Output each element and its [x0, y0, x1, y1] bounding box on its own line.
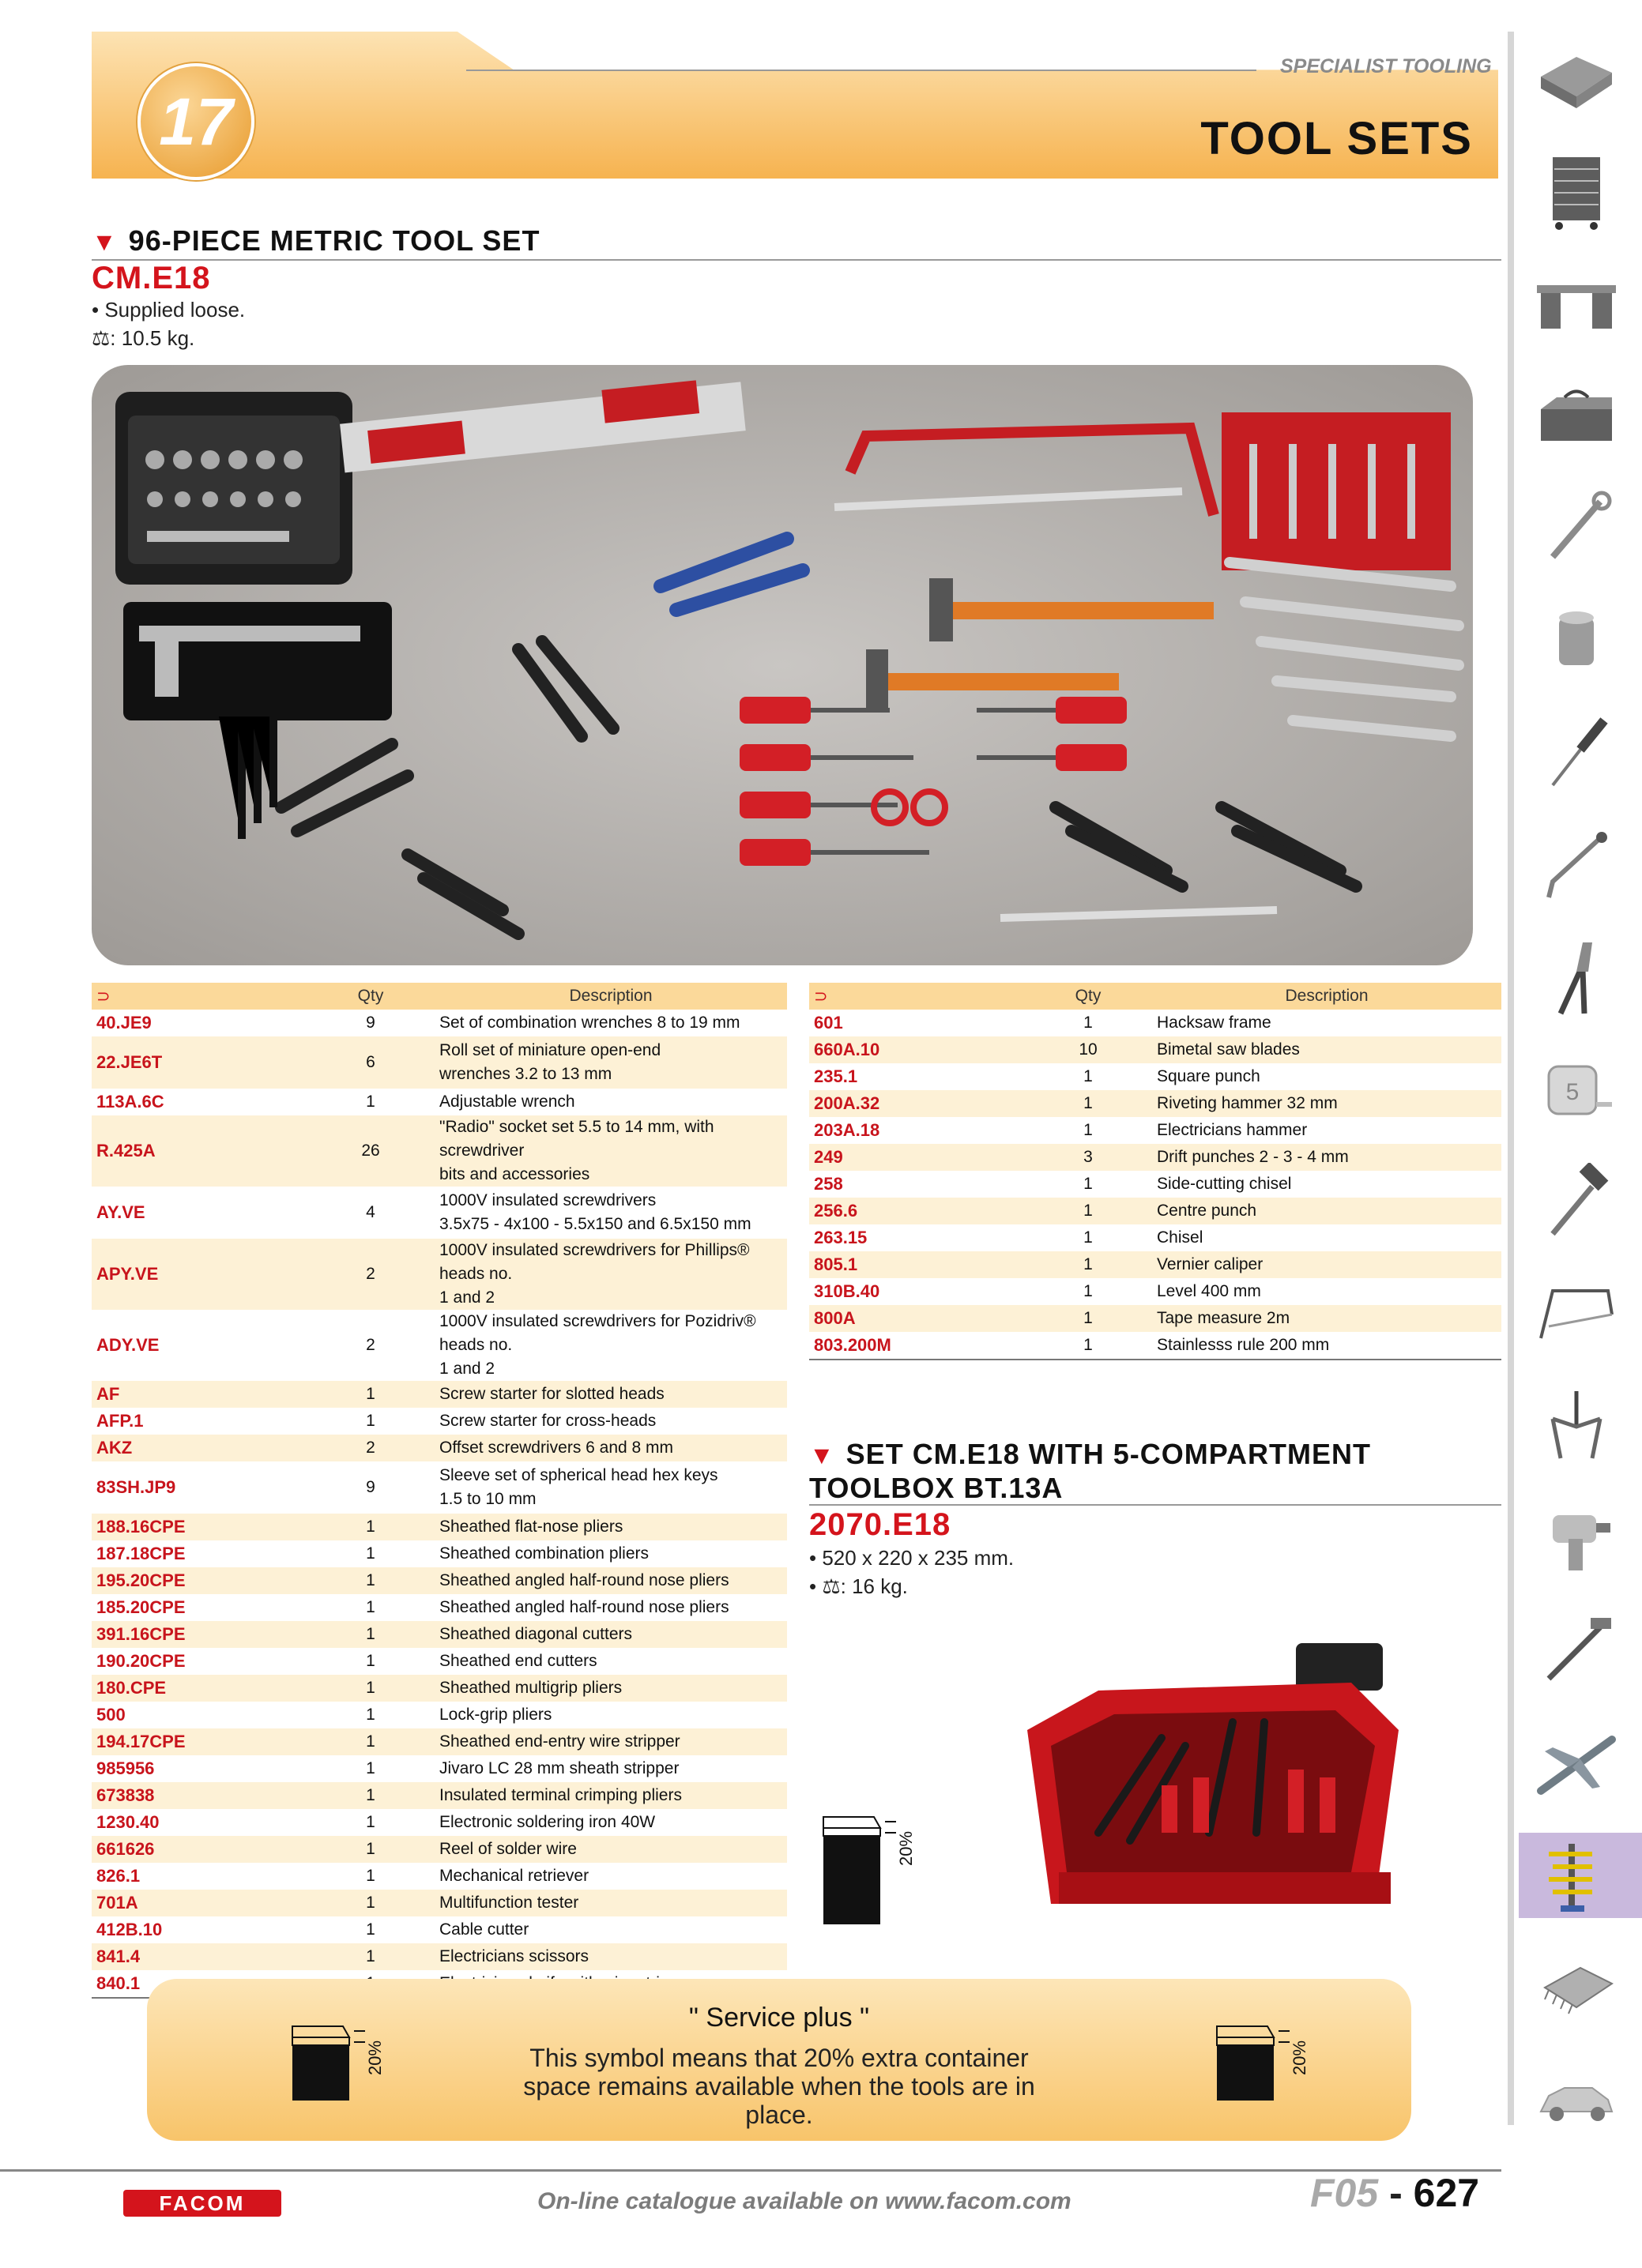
product-reference: 22.JE6T — [92, 1036, 307, 1089]
product-reference: 188.16CPE — [92, 1514, 307, 1540]
product-description: Adjustable wrench — [439, 1093, 575, 1111]
product-description: Sleeve set of spherical head hex keys 1.5 to 10 mm — [439, 1466, 718, 1508]
chapter-badge: 17 — [137, 63, 254, 180]
product-reference: R.425A — [92, 1115, 307, 1187]
red-triangle-marker: ▼ — [809, 1441, 835, 1469]
product-description: Stainlesss rule 200 mm — [1152, 1332, 1501, 1360]
table-row — [92, 1782, 787, 1809]
table-row — [92, 1728, 787, 1755]
product-reference: 660A.10 — [809, 1036, 1024, 1063]
set2-dimensions: • 520 x 220 x 235 mm. — [809, 1546, 1015, 1570]
page-number-value: 627 — [1413, 2171, 1480, 2215]
product-description: Sheathed end-entry wire stripper — [435, 1728, 787, 1755]
set1-heading — [92, 224, 540, 258]
product-description: Level 400 mm — [1157, 1282, 1261, 1300]
table-row — [809, 1278, 1501, 1305]
product-quantity: 1 — [307, 1567, 435, 1594]
set1-rule — [92, 259, 1501, 261]
product-quantity: 1 — [1083, 1121, 1093, 1139]
components-table-left — [92, 983, 787, 1999]
table-row — [92, 1010, 787, 1036]
product-quantity: 1 — [1024, 1090, 1152, 1117]
table-row — [92, 1239, 787, 1310]
table-row — [92, 1461, 787, 1514]
product-reference: 180.CPE — [92, 1675, 307, 1702]
table-row — [809, 1117, 1501, 1144]
product-description: Vernier caliper — [1152, 1251, 1501, 1278]
product-reference: 391.16CPE — [92, 1621, 307, 1648]
description-column-header: Description — [1152, 983, 1501, 1010]
product-quantity: 1 — [307, 1381, 435, 1408]
product-quantity: 3 — [1024, 1144, 1152, 1171]
product-quantity: 1 — [366, 1706, 375, 1724]
product-quantity: 1 — [307, 1836, 435, 1863]
product-reference: 194.17CPE — [92, 1728, 307, 1755]
product-description: Bimetal saw blades — [1152, 1036, 1501, 1063]
product-quantity: 1 — [1083, 1175, 1093, 1193]
screwdriver-icon[interactable] — [1528, 711, 1625, 796]
footer-rule — [0, 2169, 1501, 2172]
table-row — [92, 1089, 787, 1115]
product-quantity: 2 — [307, 1435, 435, 1461]
product-description: Sheathed diagonal cutters — [435, 1621, 787, 1648]
product-reference: 412B.10 — [96, 1920, 163, 1939]
product-quantity: 1 — [1024, 1198, 1152, 1224]
product-quantity: 1 — [1083, 1282, 1093, 1300]
product-description: Set of combination wrenches 8 to 19 mm — [439, 1014, 740, 1032]
product-quantity: 1 — [307, 1728, 435, 1755]
product-description: 1000V insulated screwdrivers for Phillips® heads no. 1 and 2 — [435, 1239, 787, 1310]
table-row — [92, 1381, 787, 1408]
product-reference: 200A.32 — [809, 1090, 1024, 1117]
table-row — [92, 1514, 787, 1540]
page-number — [1310, 2170, 1479, 2216]
header-rule — [466, 70, 1256, 71]
chapter-sidebar — [1508, 32, 1642, 2125]
table-row — [92, 1567, 787, 1594]
product-reference: AY.VE — [96, 1202, 145, 1222]
product-description: Offset screwdrivers 6 and 8 mm — [435, 1435, 787, 1461]
product-description: Sheathed flat-nose pliers — [435, 1514, 787, 1540]
toolbox-case-icon[interactable] — [1528, 38, 1625, 123]
product-quantity: 1 — [1024, 1251, 1152, 1278]
pliers-icon[interactable] — [1528, 935, 1625, 1021]
hex-key-icon[interactable] — [1528, 823, 1625, 908]
set1-weight: ⚖: 10.5 kg. — [92, 326, 195, 350]
set2-heading — [809, 1438, 1371, 1505]
product-reference: 841.4 — [92, 1943, 307, 1970]
product-description: Tape measure 2m — [1152, 1305, 1501, 1332]
product-reference: 805.1 — [809, 1251, 1024, 1278]
product-description: Riveting hammer 32 mm — [1152, 1090, 1501, 1117]
product-quantity: 1 — [1083, 1228, 1093, 1247]
table-row — [809, 1144, 1501, 1171]
product-quantity: 1 — [366, 1920, 375, 1939]
product-quantity: 4 — [366, 1203, 375, 1221]
set2-reference: 2070.E18 — [809, 1507, 951, 1542]
car-icon[interactable] — [1528, 2057, 1625, 2142]
product-reference: 310B.40 — [814, 1281, 880, 1301]
product-reference: 601 — [814, 1013, 843, 1032]
page-number-dash: - — [1389, 2171, 1403, 2215]
product-quantity: 2 — [307, 1239, 435, 1310]
service-plus-banner — [147, 1979, 1411, 2141]
product-reference: 256.6 — [809, 1198, 1024, 1224]
impact-wrench-icon[interactable] — [1528, 1496, 1625, 1582]
set2-weight: • ⚖: 16 kg. — [809, 1574, 908, 1598]
product-reference: AFP.1 — [96, 1411, 144, 1431]
product-quantity: 1 — [366, 1598, 375, 1616]
product-reference: 263.15 — [814, 1228, 868, 1247]
product-quantity: 1 — [366, 1652, 375, 1670]
product-reference: 840.1 — [92, 1970, 307, 1998]
facom-wordmark: FACOM — [159, 2191, 246, 2215]
product-quantity: 1 — [366, 1759, 375, 1777]
product-quantity: 1 — [366, 1544, 375, 1563]
table-row — [92, 1187, 787, 1239]
table-row — [809, 1305, 1501, 1332]
wrench-icon[interactable] — [1528, 487, 1625, 572]
extra-space-percent: 20% — [365, 2040, 385, 2075]
table-row — [92, 1621, 787, 1648]
product-description: Reel of solder wire — [435, 1836, 787, 1863]
table-row — [92, 1115, 787, 1187]
product-description: Lock-grip pliers — [439, 1706, 552, 1724]
table-row — [809, 1010, 1501, 1036]
product-quantity: 2 — [366, 1336, 375, 1354]
qty-column-header: Qty — [1024, 983, 1152, 1010]
table-row — [92, 1408, 787, 1435]
product-quantity: 26 — [307, 1115, 435, 1187]
table-header-row — [92, 983, 787, 1010]
reference-column-header: ⊃ — [92, 983, 307, 1010]
pipe-wrench-icon[interactable] — [1528, 1608, 1625, 1694]
metal-toolbox-icon[interactable] — [1528, 374, 1625, 460]
socket-icon[interactable] — [1528, 599, 1625, 684]
product-reference: 803.200M — [809, 1332, 1024, 1360]
product-quantity: 1 — [366, 1813, 375, 1831]
product-description: 1000V insulated screwdrivers for Pozidriv® heads no. 1 and 2 — [439, 1312, 756, 1378]
product-quantity: 1 — [366, 1412, 375, 1430]
tape-measure-icon[interactable] — [1528, 1047, 1625, 1133]
tool-set-display-icon[interactable] — [1519, 1833, 1642, 1918]
product-quantity: 9 — [366, 1014, 375, 1032]
product-quantity: 1 — [307, 1621, 435, 1648]
product-reference: APY.VE — [92, 1239, 307, 1310]
svg-text:5: 5 — [1565, 1079, 1580, 1105]
workbench-icon[interactable] — [1528, 262, 1625, 348]
product-reference: 1230.40 — [96, 1812, 160, 1832]
product-description: Sheathed angled half-round nose pliers — [439, 1598, 729, 1616]
set2-title-line1: SET CM.E18 WITH 5-COMPARTMENT — [845, 1438, 1372, 1470]
product-reference: 985956 — [96, 1758, 155, 1778]
section-code: F05 — [1310, 2171, 1379, 2215]
product-reference: 195.20CPE — [92, 1567, 307, 1594]
table-row — [809, 1332, 1501, 1360]
product-quantity: 1 — [1083, 1014, 1093, 1032]
set1-supplied-note: • Supplied loose. — [92, 298, 246, 322]
hammer-icon[interactable] — [1528, 1160, 1625, 1245]
product-quantity: 1 — [1083, 1067, 1093, 1085]
extra-space-symbol — [1214, 2010, 1324, 2137]
description-column-header: Description — [435, 983, 787, 1010]
product-quantity: 1 — [366, 1093, 375, 1111]
product-description: Square punch — [1157, 1067, 1260, 1085]
product-quantity: 1 — [307, 1782, 435, 1809]
table-row — [809, 1063, 1501, 1090]
table-row — [809, 1090, 1501, 1117]
product-description: Jivaro LC 28 mm sheath stripper — [439, 1759, 680, 1777]
product-description: Electronic soldering iron 40W — [439, 1813, 656, 1831]
service-plus-text: This symbol means that 20% extra container space remains available when the tools are in place. — [523, 2044, 1035, 2129]
sidebar-rule — [1508, 32, 1514, 2125]
table-row — [92, 1755, 787, 1782]
components-table-right — [809, 983, 1501, 1360]
product-reference: 249 — [809, 1144, 1024, 1171]
product-reference: 40.JE9 — [96, 1013, 152, 1032]
product-reference: 203A.18 — [814, 1120, 880, 1140]
product-description: Centre punch — [1152, 1198, 1501, 1224]
product-description: Mechanical retriever — [439, 1867, 589, 1885]
table-row — [92, 1702, 787, 1728]
table-row — [92, 1916, 787, 1943]
table-row — [92, 1943, 787, 1970]
product-description: Multifunction tester — [435, 1890, 787, 1916]
product-reference: 258 — [814, 1174, 843, 1194]
product-quantity: 1 — [1024, 1305, 1152, 1332]
product-quantity: 1 — [1024, 1332, 1152, 1360]
extra-space-percent: 20% — [896, 1830, 916, 1866]
product-reference: 235.1 — [814, 1066, 858, 1086]
tool-set-photo — [92, 365, 1473, 965]
product-reference: 185.20CPE — [96, 1597, 186, 1617]
table-row — [92, 1310, 787, 1381]
table-row — [92, 1863, 787, 1890]
table-header-row — [809, 983, 1501, 1010]
product-reference: 701A — [92, 1890, 307, 1916]
table-row — [92, 1036, 787, 1089]
circuit-chip-icon[interactable] — [1528, 1945, 1625, 2030]
components-table-right-body — [809, 1010, 1501, 1360]
product-quantity: 1 — [307, 1943, 435, 1970]
product-description: Sheathed end cutters — [439, 1652, 597, 1670]
product-reference: 673838 — [92, 1782, 307, 1809]
extra-space-percent: 20% — [1290, 2040, 1309, 2075]
product-description: Sheathed combination pliers — [439, 1544, 650, 1563]
online-catalogue-note: On-line catalogue available on www.facom.com — [537, 2188, 1071, 2214]
product-quantity: 9 — [366, 1478, 375, 1496]
table-row — [92, 1648, 787, 1675]
product-reference: 826.1 — [96, 1866, 141, 1886]
hacksaw-icon[interactable] — [1528, 1272, 1625, 1357]
product-quantity: 1 — [307, 1890, 435, 1916]
table-row — [92, 1675, 787, 1702]
components-table-left-body — [92, 1010, 787, 1998]
table-row — [92, 1540, 787, 1567]
table-row — [92, 1435, 787, 1461]
qty-column-header: Qty — [307, 983, 435, 1010]
product-reference: 190.20CPE — [96, 1651, 186, 1671]
set2-title-line2: TOOLBOX BT.13A — [809, 1472, 1064, 1504]
product-description: Side-cutting chisel — [1157, 1175, 1292, 1193]
toolbox-photo — [1004, 1635, 1414, 1928]
table-row — [92, 1809, 787, 1836]
product-description: Roll set of miniature open-end wrenches 3.2 to 13 mm — [435, 1036, 787, 1089]
extra-space-symbol — [820, 1801, 931, 1928]
product-description: Hacksaw frame — [1157, 1014, 1271, 1032]
facom-logo — [123, 2190, 281, 2217]
product-reference: 83SH.JP9 — [96, 1477, 176, 1497]
section-label: SPECIALIST TOOLING — [1280, 55, 1492, 77]
product-reference: AKZ — [92, 1435, 307, 1461]
product-description: Screw starter for cross-heads — [439, 1412, 657, 1430]
product-reference: 800A — [809, 1305, 1024, 1332]
product-quantity: 6 — [307, 1036, 435, 1089]
product-description: Drift punches 2 - 3 - 4 mm — [1152, 1144, 1501, 1171]
product-quantity: 1 — [307, 1675, 435, 1702]
product-reference: ADY.VE — [96, 1335, 160, 1355]
table-row — [809, 1251, 1501, 1278]
table-row — [92, 1836, 787, 1863]
product-reference: AF — [92, 1381, 307, 1408]
product-reference: 661626 — [92, 1836, 307, 1863]
product-description: Electricians scissors — [435, 1943, 787, 1970]
aircraft-icon[interactable] — [1528, 1721, 1625, 1806]
product-description: Electricians hammer — [1157, 1121, 1308, 1139]
set2-rule — [809, 1504, 1501, 1506]
product-description: 1000V insulated screwdrivers 3.5x75 - 4x100 - 5.5x150 and 6.5x150 mm — [439, 1191, 751, 1233]
product-description: Sheathed multigrip pliers — [435, 1675, 787, 1702]
product-description: "Radio" socket set 5.5 to 14 mm, with screwdriver bits and accessories — [435, 1115, 787, 1187]
product-quantity: 1 — [307, 1514, 435, 1540]
product-description: Screw starter for slotted heads — [435, 1381, 787, 1408]
set1-reference: CM.E18 — [92, 261, 211, 295]
product-quantity: 1 — [366, 1867, 375, 1885]
product-quantity: 10 — [1024, 1036, 1152, 1063]
table-row — [809, 1036, 1501, 1063]
table-row — [92, 1890, 787, 1916]
roller-cabinet-icon[interactable] — [1528, 150, 1625, 235]
table-row — [809, 1171, 1501, 1198]
product-description: Insulated terminal crimping pliers — [435, 1782, 787, 1809]
product-reference: 187.18CPE — [96, 1544, 186, 1563]
page-title: TOOL SETS — [1200, 113, 1473, 164]
set1-title: 96-PIECE METRIC TOOL SET — [128, 224, 540, 257]
reference-column-header: ⊃ — [809, 983, 1024, 1010]
red-triangle-marker: ▼ — [92, 228, 118, 256]
product-reference: 500 — [96, 1705, 126, 1725]
puller-icon[interactable] — [1528, 1384, 1625, 1469]
product-description: Sheathed angled half-round nose pliers — [435, 1567, 787, 1594]
product-description: Cable cutter — [439, 1920, 529, 1939]
table-row — [92, 1594, 787, 1621]
product-description: Chisel — [1157, 1228, 1203, 1247]
service-plus-title: " Service plus " — [688, 2003, 870, 2033]
table-row — [809, 1198, 1501, 1224]
table-row — [809, 1224, 1501, 1251]
product-reference: 113A.6C — [96, 1092, 164, 1111]
